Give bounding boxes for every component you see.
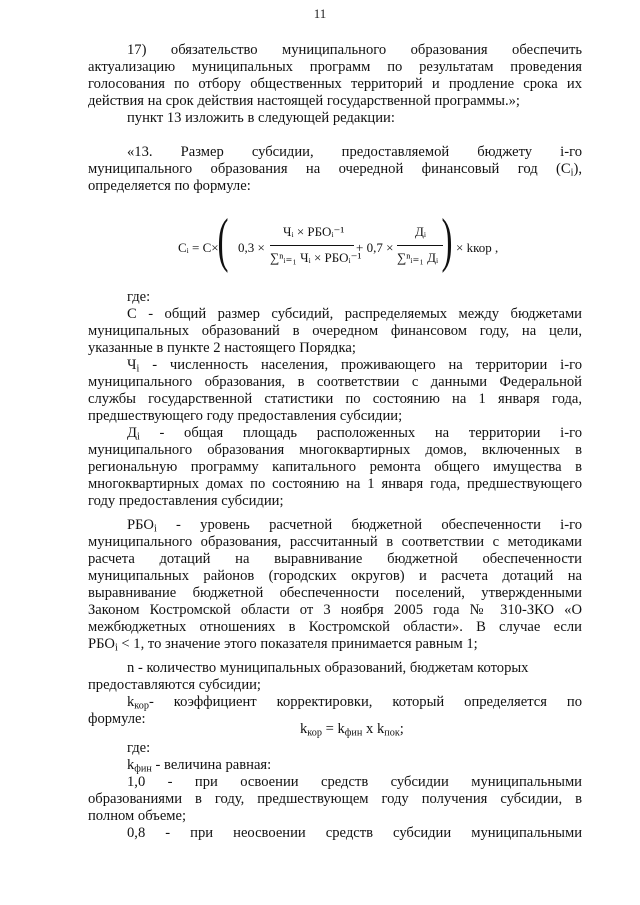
fraction-1-bar xyxy=(270,245,354,246)
formula-segment: ; xyxy=(399,721,404,737)
text-line: 0,8 - при неосвоении средств субсидии муниципальными xyxy=(127,825,582,841)
subscript: i xyxy=(570,167,574,179)
text-line: пункт 13 изложить в следующей редакции: xyxy=(127,110,395,126)
subscript: пок xyxy=(384,727,400,739)
subscript: i xyxy=(153,523,157,535)
formula-segment: x k xyxy=(362,721,385,737)
text-segment: - величина равная: xyxy=(151,757,272,773)
text-line: формуле: xyxy=(88,711,146,727)
fraction-2-numerator: Дᵢ xyxy=(415,224,426,239)
text-line xyxy=(88,636,582,657)
left-paren: ( xyxy=(217,207,229,273)
formula-coef-1: 0,3 × xyxy=(238,240,265,255)
text-line: расчета дотаций на выравнивание бюджетной обеспеченности xyxy=(88,551,582,567)
subscript: i xyxy=(114,642,118,654)
text-segment: k xyxy=(127,757,135,773)
text-line: С - общий размер субсидий, распределяемых между бюджетами xyxy=(127,306,582,322)
text-segment: муниципального образования на очередной финансовый год (С xyxy=(88,161,571,177)
text-line: году предоставления субсидии; xyxy=(88,493,284,509)
text-line: муниципального образования, рассчитанный в соответствии с методиками xyxy=(88,534,582,550)
text-line: муниципальных районов (городских округов) и расчета дотаций на xyxy=(88,568,582,584)
text-segment: - общая площадь расположенных на территории i-го xyxy=(139,425,582,441)
text-line: полном объеме; xyxy=(88,808,187,824)
fraction-2-bar xyxy=(397,245,443,246)
fraction-1-numerator: Чᵢ × РБОᵢ⁻¹ xyxy=(283,224,345,239)
text-line: выравнивание бюджетной обеспеченности поселений, утвержденными xyxy=(88,585,582,601)
text-line: «13. Размер субсидии, предоставляемой бюджету i-го xyxy=(127,144,582,160)
subscript: кор xyxy=(307,727,322,739)
text-line: где: xyxy=(127,289,151,305)
text-line: муниципального образования, в соответствии с данными Федеральной xyxy=(88,374,582,390)
kor-formula xyxy=(300,721,520,738)
text-line: указанные в пункте 2 настоящего Порядка; xyxy=(88,340,356,356)
text-line: предоставляются субсидии; xyxy=(88,677,261,693)
text-segment: - уровень расчетной бюджетной обеспеченности i-го xyxy=(156,517,582,533)
text-segment: < 1, то значение этого показателя принимается равным 1; xyxy=(117,636,478,652)
text-line: региональную программу капитального ремонта общего имущества в xyxy=(88,459,582,475)
text-segment: РБО xyxy=(88,636,115,652)
subscript: i xyxy=(136,363,140,375)
text-line: действия на срок действия настоящей государственной программы.»; xyxy=(88,93,520,109)
text-line: 17) обязательство муниципального образования обеспечить xyxy=(127,42,582,58)
text-line: службы государственной статистики по состоянию на 1 января года, xyxy=(88,391,582,407)
text-line: актуализацию муниципальных программ по результатам проведения xyxy=(88,59,582,75)
text-segment: Ч xyxy=(127,357,137,373)
page-number: 11 xyxy=(313,6,327,21)
text-line: образованиями в году, предшествующем году получения субсидии, в xyxy=(88,791,582,807)
text-line: 1,0 - при освоении средств субсидии муниципальными xyxy=(127,774,582,790)
text-line: муниципальных образований в очередном финансовом году, на цели, xyxy=(88,323,582,339)
text-line: муниципального образования многоквартирных домов, включенных в xyxy=(88,442,582,458)
formula-lhs: Cᵢ = C× xyxy=(178,240,219,255)
text-line: где: xyxy=(127,740,151,756)
subscript: фин xyxy=(134,763,152,775)
subscript: i xyxy=(136,431,140,443)
text-segment: k xyxy=(127,694,135,710)
text-line: многоквартирных домах по состоянию на 1 января года, предшествующего xyxy=(88,476,582,492)
formula-segment: = k xyxy=(321,721,345,737)
text-segment: ), xyxy=(573,161,582,177)
text-line: голосования по отбору общественных территорий и продление срока их xyxy=(88,76,582,92)
subscript: кор xyxy=(134,700,149,712)
text-segment: РБО xyxy=(127,517,154,533)
formula-tail: × kкор , xyxy=(456,240,499,255)
text-line: Законом Костромской области от 3 ноября 2005 года № 310-ЗКО «О xyxy=(88,602,582,618)
text-line: межбюджетных отношениях в Костромской области». В случае если xyxy=(88,619,582,635)
text-segment: - численность населения, проживающего на территории i-го xyxy=(139,357,582,373)
text-segment: - коэффициент корректировки, который определяется по xyxy=(148,694,582,710)
text-line: n - количество муниципальных образований, бюджетам которых xyxy=(127,660,529,676)
subsidy-formula xyxy=(0,207,640,282)
formula-segment: k xyxy=(300,721,308,737)
fraction-1-denominator: ∑ⁿᵢ₌₁ Чᵢ × РБОᵢ⁻¹ xyxy=(270,250,362,265)
text-line: предшествующего году предоставления субсидии; xyxy=(88,408,403,424)
text-segment: Д xyxy=(127,425,137,441)
right-paren: ) xyxy=(441,207,453,273)
text-line: определяется по формуле: xyxy=(88,178,251,194)
formula-coef-2: + 0,7 × xyxy=(356,240,394,255)
subscript: фин xyxy=(344,727,363,739)
fraction-2-denominator: ∑ⁿᵢ₌₁ Дᵢ xyxy=(397,250,439,265)
